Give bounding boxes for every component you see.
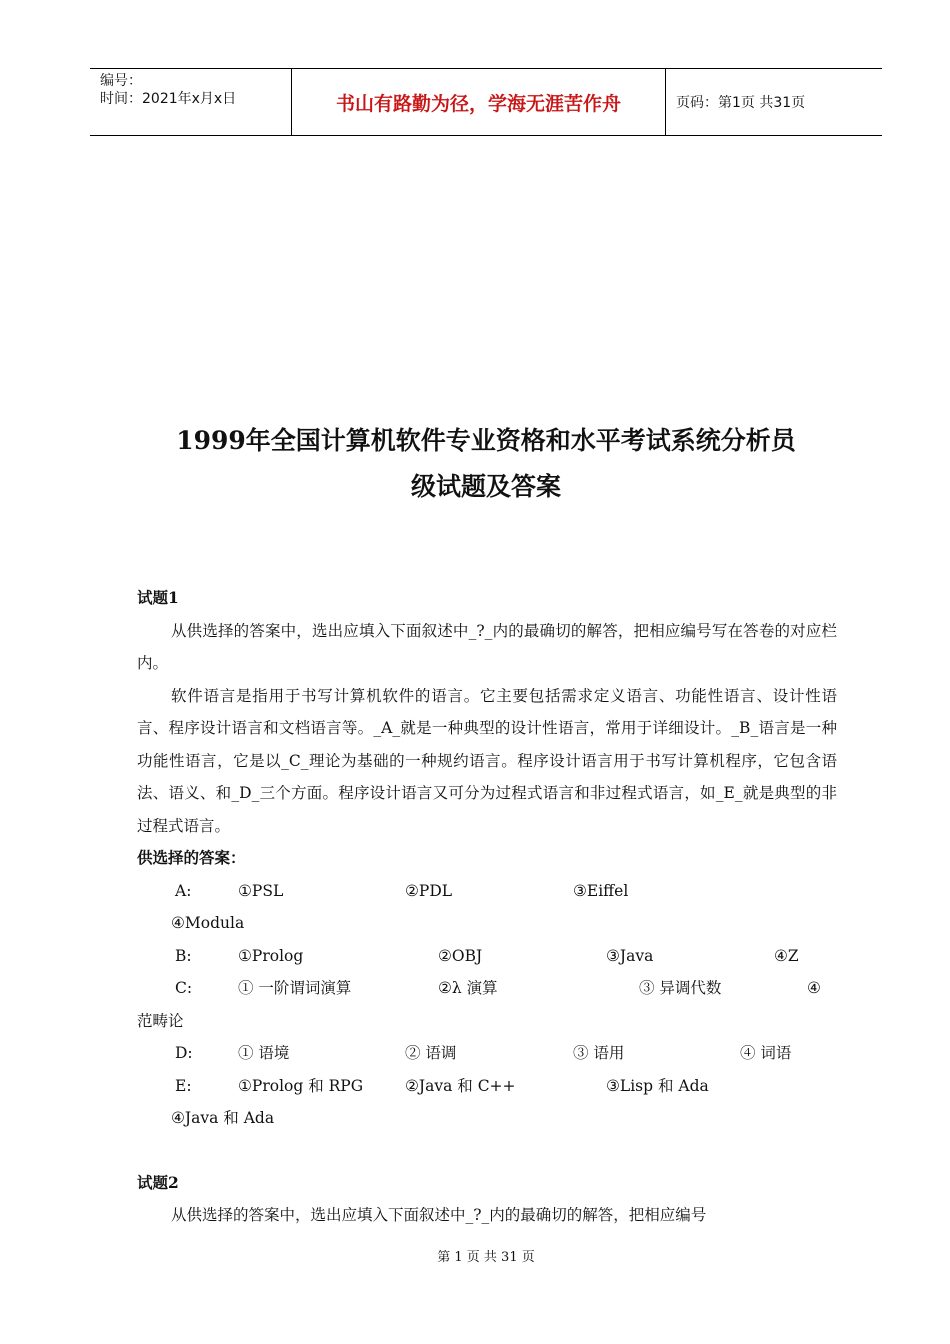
option-row-a-cont (137, 907, 837, 940)
document-body (137, 582, 837, 1232)
option-choice: ③Lisp 和 Ada (606, 1076, 709, 1095)
option-choice: ④Z (774, 946, 799, 965)
option-label: D: (175, 1044, 193, 1062)
option-choice: ①PSL (238, 881, 284, 900)
title-line-1: 1999年全国计算机软件专业资格和水平考试系统分析员 (176, 426, 796, 455)
option-choice: ②PDL (405, 881, 453, 900)
option-choice: ①Prolog (238, 946, 304, 965)
option-choice: ④ (807, 979, 821, 997)
option-choice: ③ 语用 (573, 1044, 625, 1062)
option-label: A: (175, 881, 192, 900)
option-choice: ③ 异调代数 (639, 979, 722, 997)
option-row-a (137, 875, 837, 908)
document-time-label: 时间：2021年x月x日 (100, 91, 237, 107)
question-2-instruction: 从供选择的答案中，选出应填入下面叙述中_?_内的最确切的解答，把相应编号 (171, 1206, 707, 1224)
header-motto: 书山有路勤为径，学海无涯苦作舟 (292, 69, 666, 135)
option-row-d (137, 1037, 837, 1070)
option-choice: ③Java (606, 946, 654, 965)
option-choice: 范畴论 (137, 1011, 184, 1030)
option-choice: ④ 词语 (740, 1044, 792, 1062)
option-choice: ③Eiffel (573, 881, 629, 900)
document-title (90, 418, 882, 510)
title-line-2: 级试题及答案 (410, 472, 561, 501)
option-label: B: (175, 946, 192, 965)
section-spacer (137, 1135, 837, 1167)
option-row-e (137, 1070, 837, 1103)
option-choice: ④Java 和 Ada (171, 1109, 275, 1127)
page-footer: 第 1 页 共 31 页 (437, 1250, 535, 1265)
option-choice: ④Modula (171, 914, 245, 932)
option-choice: ① 语境 (238, 1044, 290, 1062)
option-row-e-cont (137, 1102, 837, 1135)
option-choice: ① 一阶谓词演算 (238, 979, 352, 997)
option-row-c (137, 972, 837, 1005)
option-row-c-cont (137, 1005, 837, 1038)
option-label: C: (175, 979, 193, 997)
option-choice: ②Java 和 C++ (405, 1076, 516, 1095)
page-header (90, 68, 882, 136)
option-label: E: (175, 1076, 192, 1095)
option-row-b (137, 940, 837, 973)
question-1-heading: 试题1 (137, 588, 179, 607)
question-1-body: 软件语言是指用于书写计算机软件的语言。它主要包括需求定义语言、功能性语言、设计性语言、程序设计语言和文档语言等。_A_就是一种典型的设计性语言，常用于详细设计。_B_语言是一种功能性语言，它是以_C_理论为基础的一种规约语言。程序设计语言用于书写计算机程序，它包含语法、语义、和_D_三个方面。程序设计语言又可分为过程式语言和非过程式语言，如_E_就是典型的非过程式语言。 (137, 686, 837, 835)
option-choice: ②λ 演算 (438, 979, 498, 997)
option-choice: ②OBJ (438, 946, 483, 965)
question-1-instruction: 从供选择的答案中，选出应填入下面叙述中_?_内的最确切的解答，把相应编号写在答卷的对应栏内。 (137, 621, 837, 672)
option-choice: ①Prolog 和 RPG (238, 1076, 364, 1095)
header-meta (90, 69, 292, 135)
document-number-label: 编号： (100, 73, 142, 89)
header-page-number: 页码：第1页 共31页 (676, 95, 806, 111)
options-heading: 供选择的答案： (137, 848, 246, 867)
option-choice: ② 语调 (405, 1044, 457, 1062)
question-2-heading: 试题2 (137, 1172, 179, 1192)
